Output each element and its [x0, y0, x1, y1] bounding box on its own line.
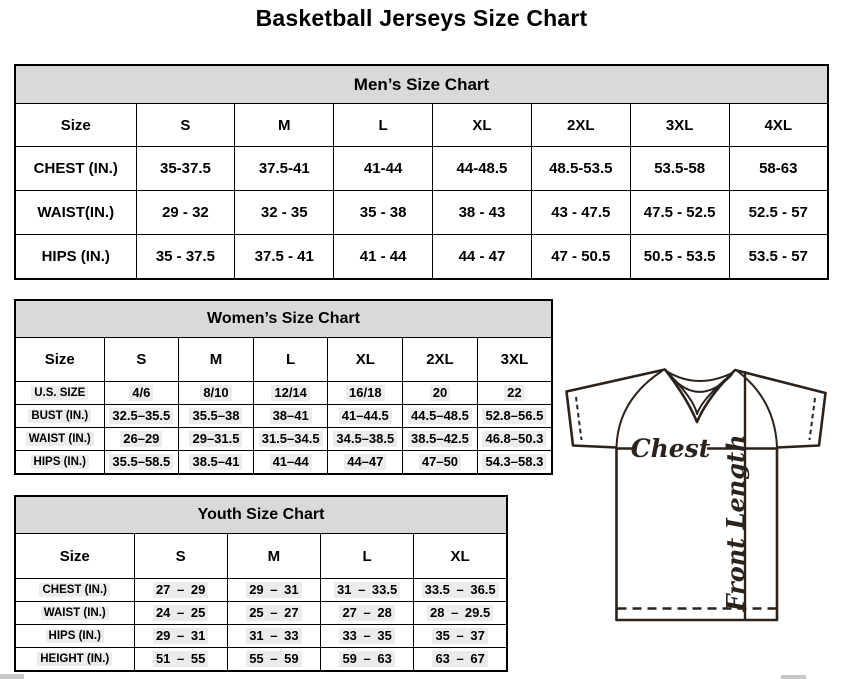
- table-cell: 32 - 35: [235, 191, 334, 235]
- cell-value: 33 – 35: [339, 628, 394, 645]
- table-cell: 50.5 - 53.5: [630, 235, 729, 280]
- table-cell: [414, 602, 507, 625]
- column-header: M: [235, 104, 334, 147]
- column-header: L: [321, 534, 414, 579]
- row-label: HIPS (IN.): [15, 235, 136, 280]
- table-row: [15, 405, 552, 428]
- table-row: [15, 625, 507, 648]
- cell-value: 44.5–48.5: [408, 408, 472, 425]
- cell-value: 59 – 63: [339, 651, 394, 668]
- cell-value: 55 – 59: [246, 651, 301, 668]
- table-header-row: [15, 338, 552, 382]
- table-cell: [321, 625, 414, 648]
- table-cell: 48.5-53.5: [531, 147, 630, 191]
- cell-value: 63 – 67: [432, 651, 487, 668]
- table-cell: 43 - 47.5: [531, 191, 630, 235]
- cell-value: 22: [504, 385, 524, 402]
- table-cell: [321, 579, 414, 602]
- cell-value: 29–31.5: [189, 431, 242, 448]
- column-header: S: [104, 338, 179, 382]
- row-label-text: WAIST (IN.): [26, 432, 94, 447]
- table-cell: [134, 579, 227, 602]
- column-header: 2XL: [403, 338, 478, 382]
- row-label-text: HIPS (IN.): [31, 455, 89, 470]
- column-header: 4XL: [729, 104, 828, 147]
- cell-value: 12/14: [271, 385, 310, 402]
- youth-chart-title: Youth Size Chart: [15, 496, 507, 534]
- column-header: M: [227, 534, 320, 579]
- row-label: [15, 625, 134, 648]
- table-cell: [179, 382, 254, 405]
- column-header: L: [253, 338, 328, 382]
- cell-value: 31.5–34.5: [259, 431, 323, 448]
- table-row: [15, 579, 507, 602]
- table-cell: [414, 579, 507, 602]
- table-row: [15, 191, 828, 235]
- table-row: [15, 648, 507, 672]
- table-cell: [253, 451, 328, 475]
- table-cell: 35-37.5: [136, 147, 235, 191]
- cell-value: 38.5–42.5: [408, 431, 472, 448]
- table-title-row: [15, 300, 552, 338]
- column-header: XL: [433, 104, 532, 147]
- column-header: XL: [328, 338, 403, 382]
- bottom-left-fragment: [0, 674, 24, 679]
- table-title-row: [15, 65, 828, 104]
- mens-size-chart-table: [14, 64, 829, 280]
- mens-chart-title: Men’s Size Chart: [15, 65, 828, 104]
- table-cell: 52.5 - 57: [729, 191, 828, 235]
- table-cell: [477, 405, 552, 428]
- table-cell: 29 - 32: [136, 191, 235, 235]
- table-cell: [403, 382, 478, 405]
- collar-curve-outer: [667, 372, 733, 382]
- cell-value: 16/18: [346, 385, 385, 402]
- table-cell: [104, 405, 179, 428]
- table-title-row: [15, 496, 507, 534]
- cell-value: 41–44: [270, 454, 312, 471]
- column-header: L: [334, 104, 433, 147]
- cell-value: 35.5–58.5: [109, 454, 173, 471]
- cell-value: 47–50: [419, 454, 461, 471]
- youth-size-chart-table: [14, 495, 508, 672]
- table-cell: 53.5 - 57: [729, 235, 828, 280]
- cell-value: 51 – 55: [153, 651, 208, 668]
- row-label-text: BUST (IN.): [28, 409, 91, 424]
- table-cell: [403, 428, 478, 451]
- cell-value: 27 – 29: [153, 582, 208, 599]
- table-cell: [477, 451, 552, 475]
- table-cell: [253, 382, 328, 405]
- row-label: [15, 602, 134, 625]
- table-cell: [179, 428, 254, 451]
- cuff-dashed-line-right: [810, 398, 816, 440]
- chest-label: Chest: [630, 434, 711, 463]
- column-header: Size: [15, 534, 134, 579]
- table-row: [15, 382, 552, 405]
- row-label: [15, 382, 104, 405]
- table-cell: [227, 579, 320, 602]
- table-cell: 47 - 50.5: [531, 235, 630, 280]
- cuff-dashed-line-left: [576, 397, 582, 440]
- table-cell: [253, 428, 328, 451]
- table-cell: 35 - 37.5: [136, 235, 235, 280]
- table-cell: 35 - 38: [334, 191, 433, 235]
- table-cell: [414, 648, 507, 672]
- table-cell: [134, 648, 227, 672]
- table-cell: [134, 602, 227, 625]
- column-header: Size: [15, 338, 104, 382]
- table-cell: 41 - 44: [334, 235, 433, 280]
- column-header: 3XL: [477, 338, 552, 382]
- table-cell: [104, 382, 179, 405]
- cell-value: 34.5–38.5: [333, 431, 397, 448]
- collar-vband: [667, 372, 733, 414]
- table-cell: 44-48.5: [433, 147, 532, 191]
- table-cell: [179, 405, 254, 428]
- cell-value: 29 – 31: [246, 582, 301, 599]
- cell-value: 35.5–38: [189, 408, 242, 425]
- table-cell: [104, 451, 179, 475]
- cell-value: 31 – 33.5: [334, 582, 400, 599]
- cell-value: 35 – 37: [432, 628, 487, 645]
- row-label: [15, 451, 104, 475]
- table-cell: [477, 382, 552, 405]
- table-row: [15, 602, 507, 625]
- cell-value: 31 – 33: [246, 628, 301, 645]
- cell-value: 54.3–58.3: [482, 454, 546, 471]
- table-cell: [328, 451, 403, 475]
- womens-chart-title: Women’s Size Chart: [15, 300, 552, 338]
- table-cell: 37.5 - 41: [235, 235, 334, 280]
- table-cell: [328, 428, 403, 451]
- cell-value: 20: [430, 385, 450, 402]
- jersey-measurement-diagram: [555, 360, 843, 630]
- table-cell: [403, 405, 478, 428]
- table-cell: [104, 428, 179, 451]
- jersey-svg: [555, 360, 843, 630]
- cell-value: 8/10: [200, 385, 231, 402]
- table-cell: [321, 648, 414, 672]
- row-label-text: WAIST (IN.): [41, 606, 109, 621]
- cell-value: 32.5–35.5: [109, 408, 173, 425]
- column-header: M: [179, 338, 254, 382]
- cell-value: 38–41: [270, 408, 312, 425]
- bottom-right-fragment: [781, 675, 806, 679]
- cell-value: 38.5–41: [189, 454, 242, 471]
- cell-value: 33.5 – 36.5: [422, 582, 499, 599]
- table-cell: 47.5 - 52.5: [630, 191, 729, 235]
- cell-value: 26–29: [120, 431, 162, 448]
- table-row: [15, 235, 828, 280]
- table-header-row: [15, 534, 507, 579]
- row-label: [15, 428, 104, 451]
- table-cell: 44 - 47: [433, 235, 532, 280]
- cell-value: 25 – 27: [246, 605, 301, 622]
- womens-size-chart-table: [14, 299, 553, 475]
- row-label: [15, 405, 104, 428]
- table-cell: 37.5-41: [235, 147, 334, 191]
- table-row: [15, 451, 552, 475]
- table-cell: 58-63: [729, 147, 828, 191]
- table-cell: [328, 405, 403, 428]
- column-header: 3XL: [630, 104, 729, 147]
- cell-value: 29 – 31: [153, 628, 208, 645]
- table-cell: [227, 602, 320, 625]
- table-cell: 41-44: [334, 147, 433, 191]
- row-label: [15, 579, 134, 602]
- table-row: [15, 428, 552, 451]
- table-cell: 38 - 43: [433, 191, 532, 235]
- table-cell: [227, 648, 320, 672]
- table-cell: [134, 625, 227, 648]
- row-label: WAIST(IN.): [15, 191, 136, 235]
- cell-value: 41–44.5: [339, 408, 392, 425]
- table-cell: [328, 382, 403, 405]
- column-header: 2XL: [531, 104, 630, 147]
- table-row: [15, 147, 828, 191]
- row-label-text: U.S. SIZE: [31, 386, 88, 401]
- table-cell: [403, 451, 478, 475]
- cell-value: 28 – 29.5: [427, 605, 493, 622]
- table-cell: [414, 625, 507, 648]
- row-label-text: HEIGHT (IN.): [37, 652, 112, 667]
- column-header: S: [136, 104, 235, 147]
- table-header-row: [15, 104, 828, 147]
- row-label: CHEST (IN.): [15, 147, 136, 191]
- table-cell: [227, 625, 320, 648]
- cell-value: 24 – 25: [153, 605, 208, 622]
- cell-value: 46.8–50.3: [482, 431, 546, 448]
- column-header: XL: [414, 534, 507, 579]
- table-cell: [477, 428, 552, 451]
- column-header: Size: [15, 104, 136, 147]
- jersey-outline: [567, 370, 826, 621]
- row-label-text: HIPS (IN.): [46, 629, 104, 644]
- table-cell: [321, 602, 414, 625]
- table-cell: [253, 405, 328, 428]
- cell-value: 44–47: [344, 454, 386, 471]
- row-label-text: CHEST (IN.): [39, 583, 110, 598]
- cell-value: 52.8–56.5: [482, 408, 546, 425]
- row-label: [15, 648, 134, 672]
- table-cell: 53.5-58: [630, 147, 729, 191]
- cell-value: 4/6: [129, 385, 153, 402]
- table-cell: [179, 451, 254, 475]
- cell-value: 27 – 28: [339, 605, 394, 622]
- page-title: Basketball Jerseys Size Chart: [255, 5, 588, 31]
- front-length-label: Front Length: [721, 434, 750, 612]
- column-header: S: [134, 534, 227, 579]
